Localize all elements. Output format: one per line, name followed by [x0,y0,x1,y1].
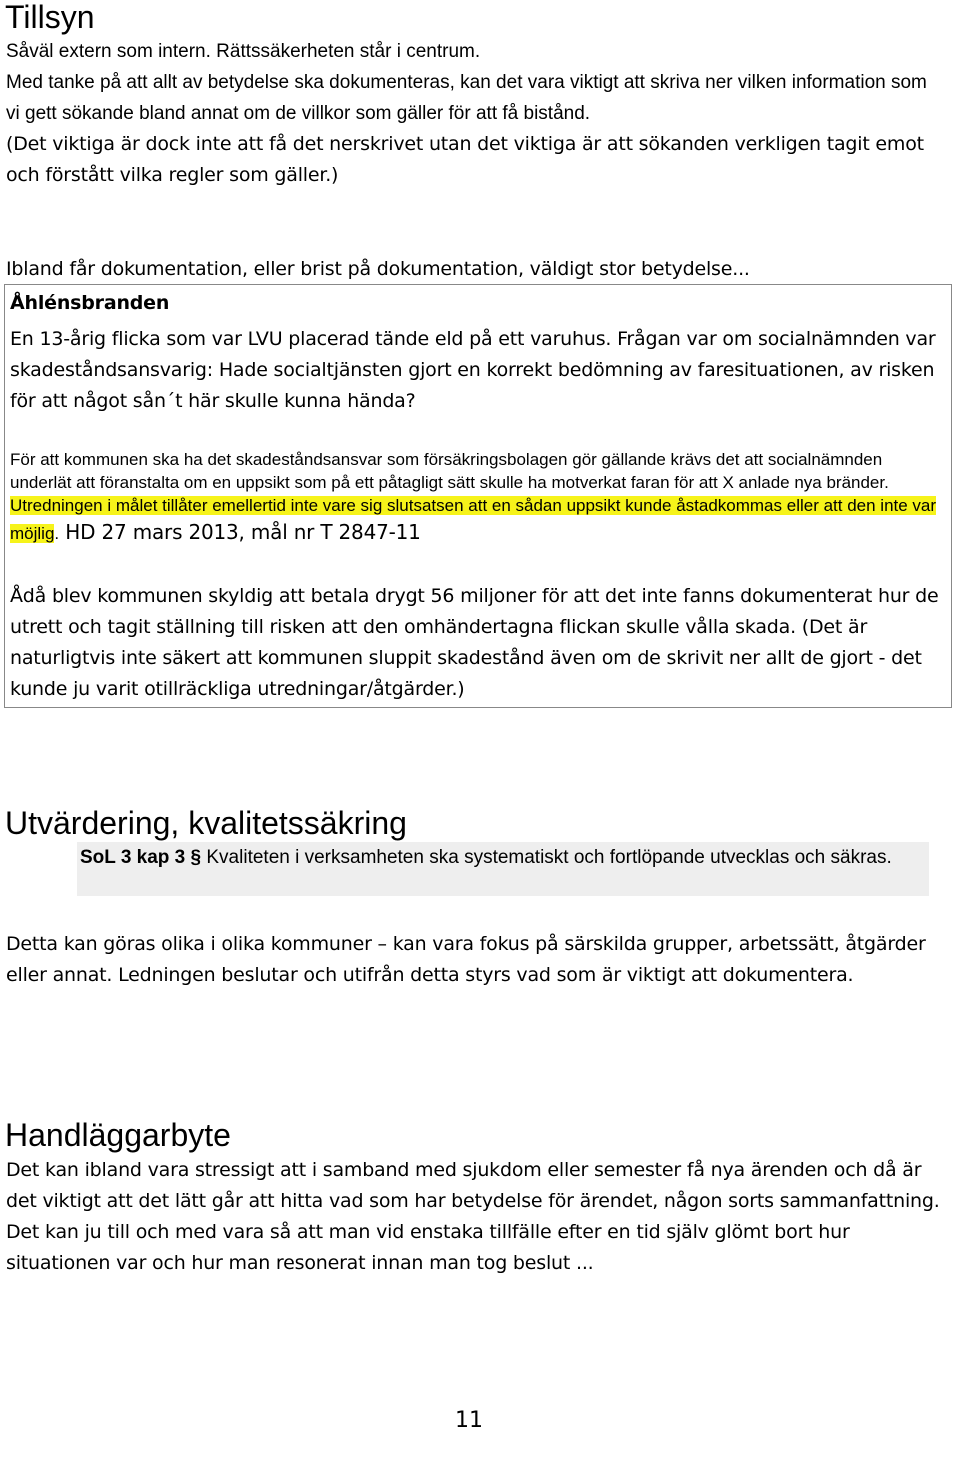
case-paragraph-2 [10,448,945,548]
section-title-handlaggarbyte: Handläggarbyte [5,1117,231,1153]
case-p2: För att kommunen ska ha det skadeståndsansvar som försäkringsbolagen gör gällande krävs det att socialnämnden underlät att föranstalta om en uppsikt som på ett påtagligt sätt skulle ha motverkat faran för att X anlade nya bränder. [10,450,889,492]
case-paragraph-3: Ådå blev kommunen skyldig att betala drygt 56 miljoner för att det inte fanns dokumenterat hur de utrett och tagit ställning till risken att den omhändertagna flickan skulle vålla skada. (Det är naturligtvis inte säkert att kommunen sluppit skadestånd även om de skrivit ner allt de gjort - det kunde ju varit otillräckliga utredningar/åtgärder.) [10,585,939,700]
law-text: Kvaliteten i verksamheten ska systematiskt och fortlöpande utvecklas och säkras. [201,847,892,868]
handlaggarbyte-body: Det kan ibland vara stressigt att i samband med sjukdom eller semester få nya ärenden och då är det viktigt att det lätt går att hitta vad som har betydelse för ärendet, någon sorts sammanfattning. Det kan ju till och med vara så att man vid enstaka tillfälle efter en tid själv glömt bort hur situationen var och hur man resonerat innan man tog beslut ... [6,1159,940,1274]
case-p1a: En 13-årig flicka som var LVU placerad tände eld på ett varuhus. [10,328,612,350]
case-p2-end: . [54,524,60,543]
tillsyn-intro: Ibland får dokumentation, eller brist på dokumentation, väldigt stor betydelse... [6,258,750,280]
case-heading: Åhlénsbranden [10,292,170,314]
case-reference: HD 27 mars 2013, mål nr T 2847-11 [59,520,421,544]
law-quote [77,842,929,896]
tillsyn-line1: Såväl extern som intern. Rättssäkerheten står i centrum. [6,41,481,62]
utvardering-body: Detta kan göras olika i olika kommuner – kan vara fokus på särskilda grupper, arbetssätt, åtgärder eller annat. Ledningen beslutar och utifrån detta styrs vad som är viktigt att dokumentera. [6,933,926,986]
tillsyn-paren: (Det viktiga är dock inte att få det nerskrivet utan det viktiga är att sökanden verkligen tagit emot och förstått vilka regler som gäller.) [6,133,924,186]
page-number: 11 [455,1408,483,1433]
case-p1b: Frågan var om socialnämnden var skadeståndsansvarig: Hade socialtjänsten gjort en korrekt bedömning av faresituationen, av risken för att något sån´t här skulle kunna hända? [10,328,936,412]
law-ref: SoL 3 kap 3 § [80,847,202,868]
case-paragraph-1 [10,324,940,417]
section-title-tillsyn: Tillsyn [5,0,95,35]
case-p2-highlight: Utredningen i målet tillåter emellertid inte vare sig slutsatsen att en sådan uppsikt kunde åstadkommas eller att den inte var möjlig [10,496,937,543]
section-title-utvardering: Utvärdering, kvalitetssäkring [5,805,407,841]
tillsyn-line2: Med tanke på att allt av betydelse ska dokumenteras, kan det vara viktigt att skriva ner vilken information som vi gett sökande bland annat om de villkor som gäller för att få bistånd. [6,72,927,124]
